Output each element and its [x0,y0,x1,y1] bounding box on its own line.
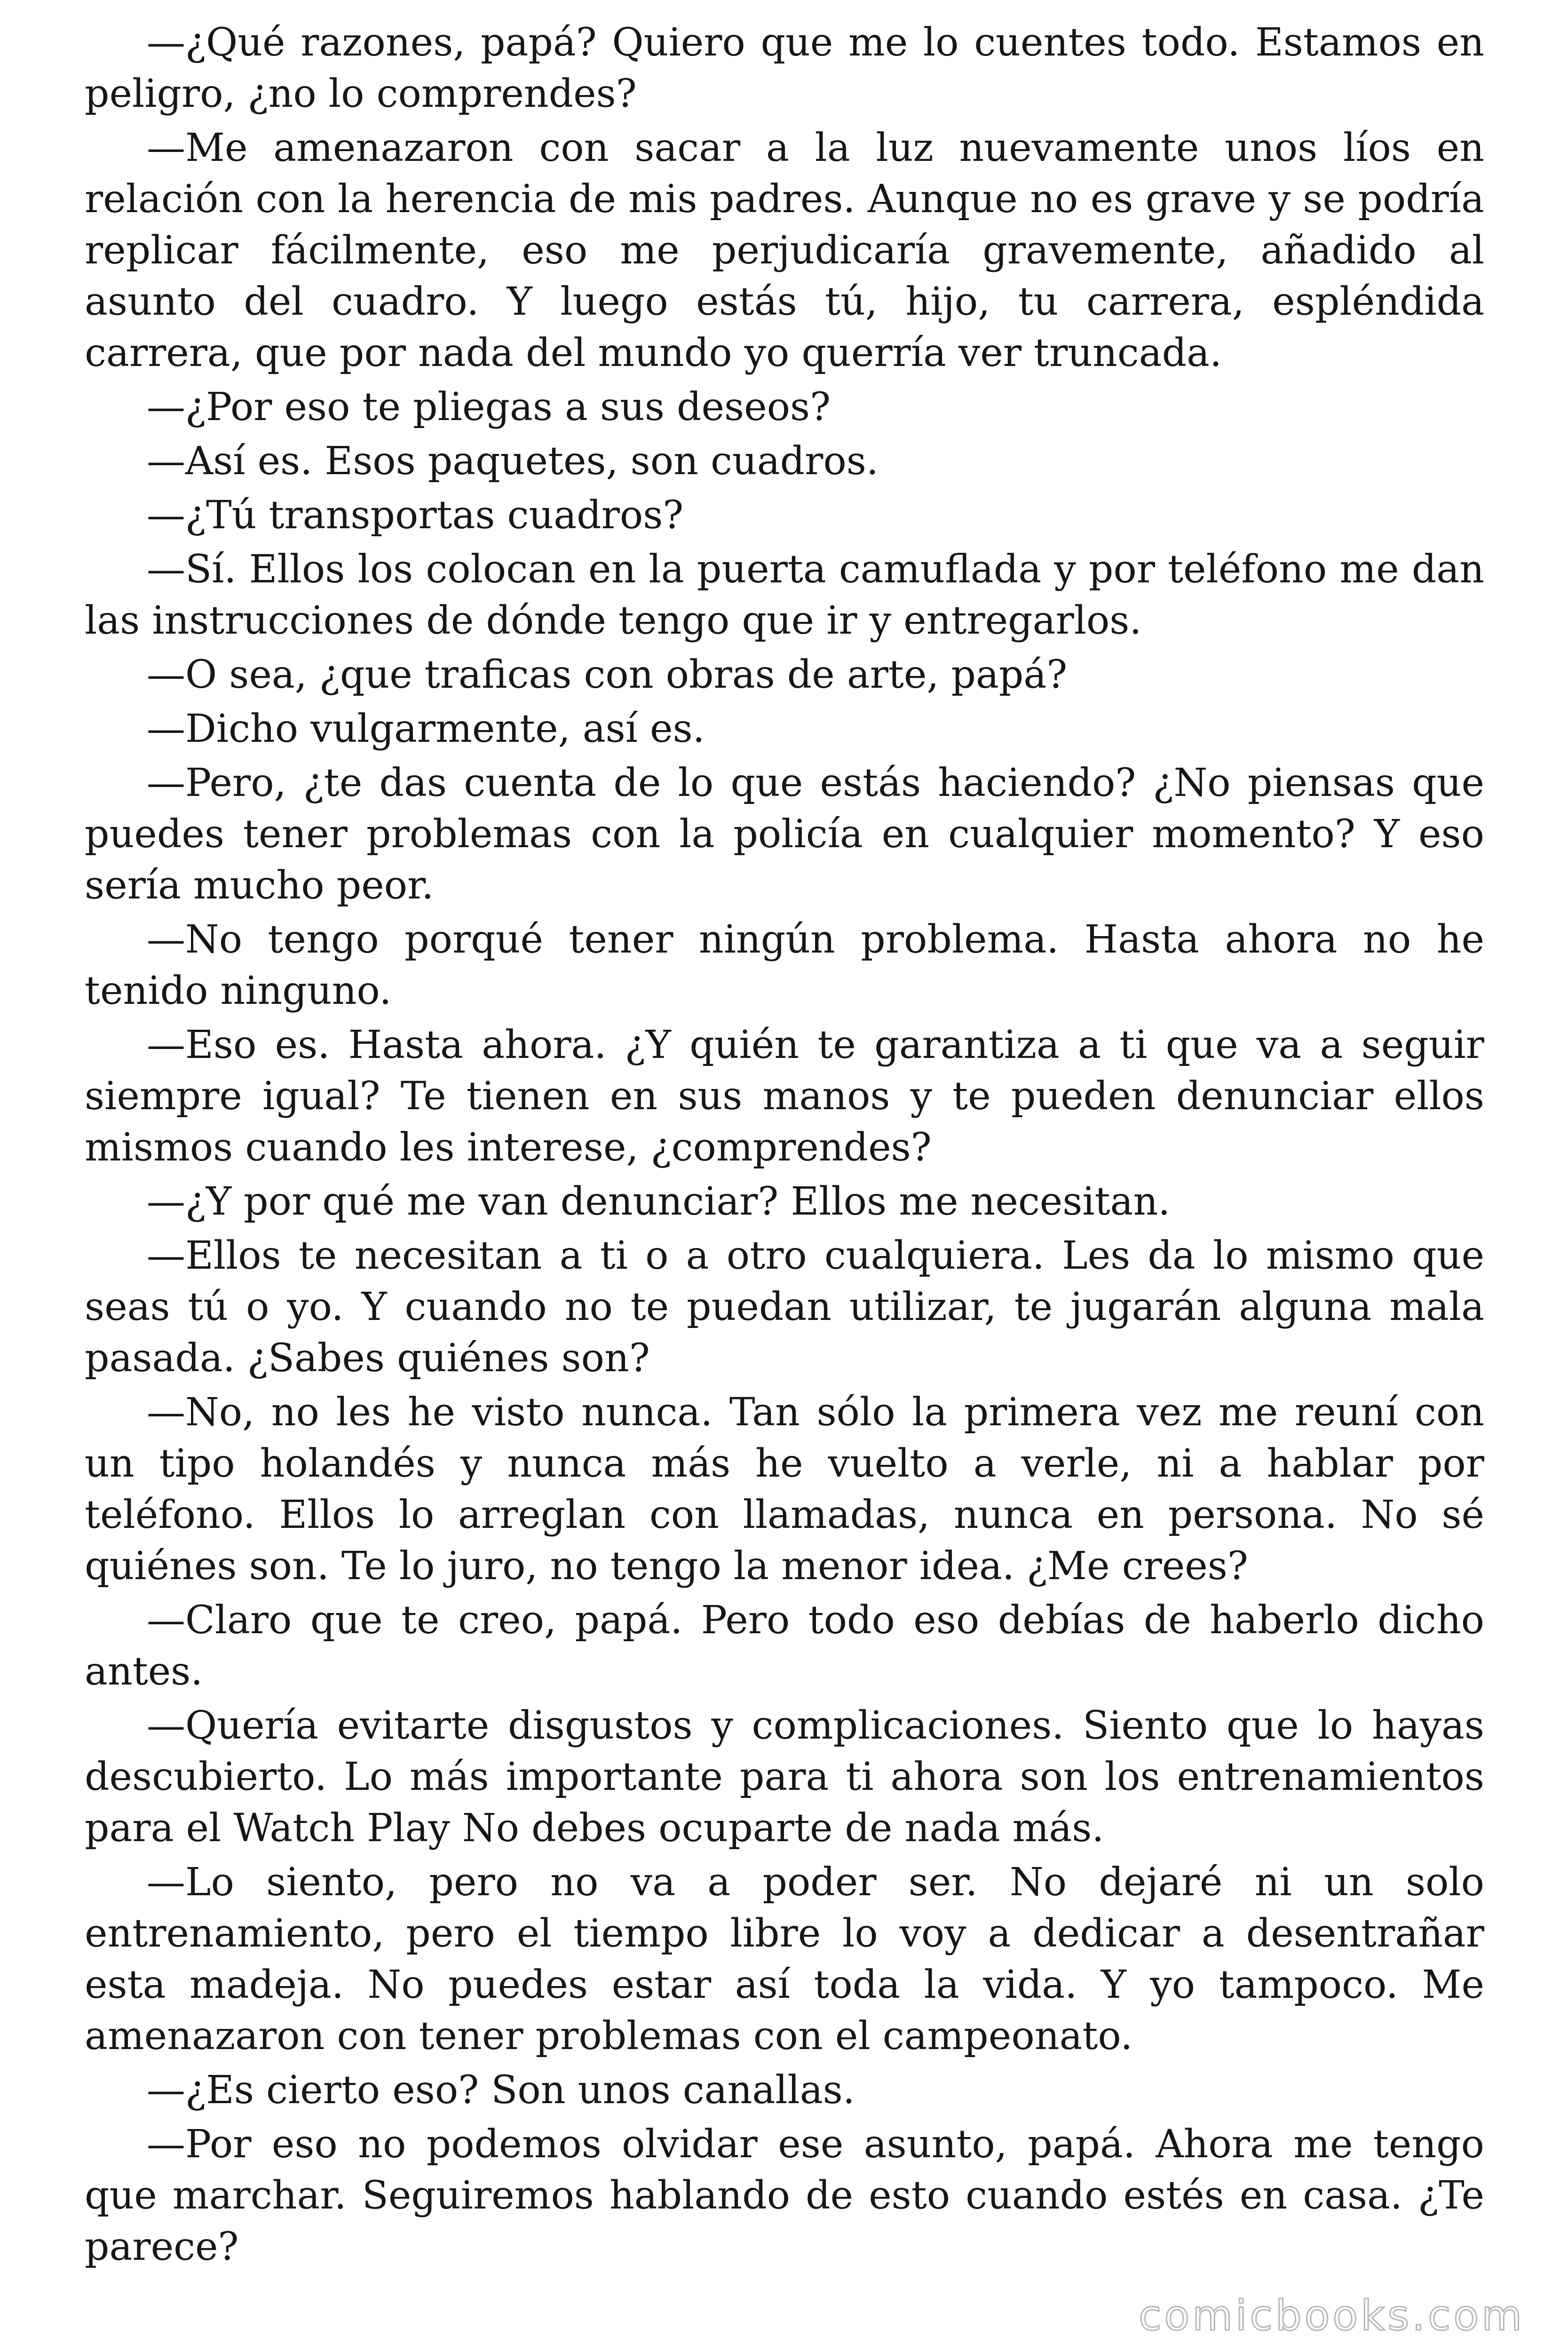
paragraph: —O sea, ¿que traficas con obras de arte, papá? [147,652,1068,697]
paragraph: —Lo siento, pero no va a poder ser. No dejaré ni un solo entrenamiento, pero el tiempo libre lo voy a dedicar a desentrañar esta madeja. No puedes estar así toda la vida. Y yo tampoco. Me amenazaron con tener problemas con el campeonato. [85,1860,1484,2058]
paragraph: —¿Tú transportas cuadros? [147,493,684,538]
paragraph: —Ellos te necesitan a ti o a otro cualquiera. Les da lo mismo que seas tú o yo. Y cuando no te puedan utilizar, te jugarán alguna mala pasada. ¿Sabes quiénes son? [85,1233,1484,1381]
paragraph: —¿Es cierto eso? Son unos canallas. [147,2068,855,2113]
paragraph: —Eso es. Hasta ahora. ¿Y quién te garantiza a ti que va a seguir siempre igual? Te tienen en sus manos y te pueden denunciar ellos mismos cuando les interese, ¿comprendes? [85,1023,1484,1170]
paragraph: —Me amenazaron con sacar a la luz nuevamente unos líos en relación con la herencia de mis padres. Aunque no es grave y se podría replicar fácilmente, eso me perjudicaría gravemente, añadido al asunto del cuadro. Y luego estás tú, hijo, tu carrera, espléndida carrera, que por nada del mundo yo querría ver truncada. [85,126,1484,375]
paragraph: —¿Por eso te pliegas a sus deseos? [147,385,831,429]
paragraph: —Claro que te creo, papá. Pero todo eso debías de haberlo dicho antes. [85,1598,1484,1694]
paragraph: —Así es. Esos paquetes, son cuadros. [147,439,879,484]
paragraph: —No tengo porqué tener ningún problema. Hasta ahora no he tenido ninguno. [85,917,1484,1013]
paragraph: —Por eso no podemos olvidar ese asunto, papá. Ahora me tengo que marchar. Seguiremos hablando de esto cuando estés en casa. ¿Te parece? [85,2122,1484,2269]
paragraph: —No, no les he visto nunca. Tan sólo la primera vez me reuní con un tipo holandés y nunca más he vuelto a verle, ni a hablar por teléfono. Ellos lo arreglan con llamadas, nunca en persona. No sé quiénes son. Te lo juro, no tengo la menor idea. ¿Me crees? [85,1390,1484,1589]
paragraph: —Dicho vulgarmente, así es. [147,707,705,751]
paragraph: —Quería evitarte disgustos y complicaciones. Siento que lo hayas descubierto. Lo más importante para ti ahora son los entrenamientos para el Watch Play No debes ocuparte de nada más. [85,1703,1484,1851]
book-page-text [85,17,1484,2275]
paragraph: —Sí. Ellos los colocan en la puerta camuflada y por teléfono me dan las instrucciones de dónde tengo que ir y entregarlos. [85,547,1484,643]
watermark: comicbooks.com [1138,2291,1525,2340]
paragraph: —Pero, ¿te das cuenta de lo que estás haciendo? ¿No piensas que puedes tener problemas con la policía en cualquier momento? Y eso sería mucho peor. [85,761,1484,908]
paragraph: —¿Qué razones, papá? Quiero que me lo cuentes todo. Estamos en peligro, ¿no lo comprendes? [85,20,1484,116]
paragraph: —¿Y por qué me van denunciar? Ellos me necesitan. [147,1179,1171,1224]
